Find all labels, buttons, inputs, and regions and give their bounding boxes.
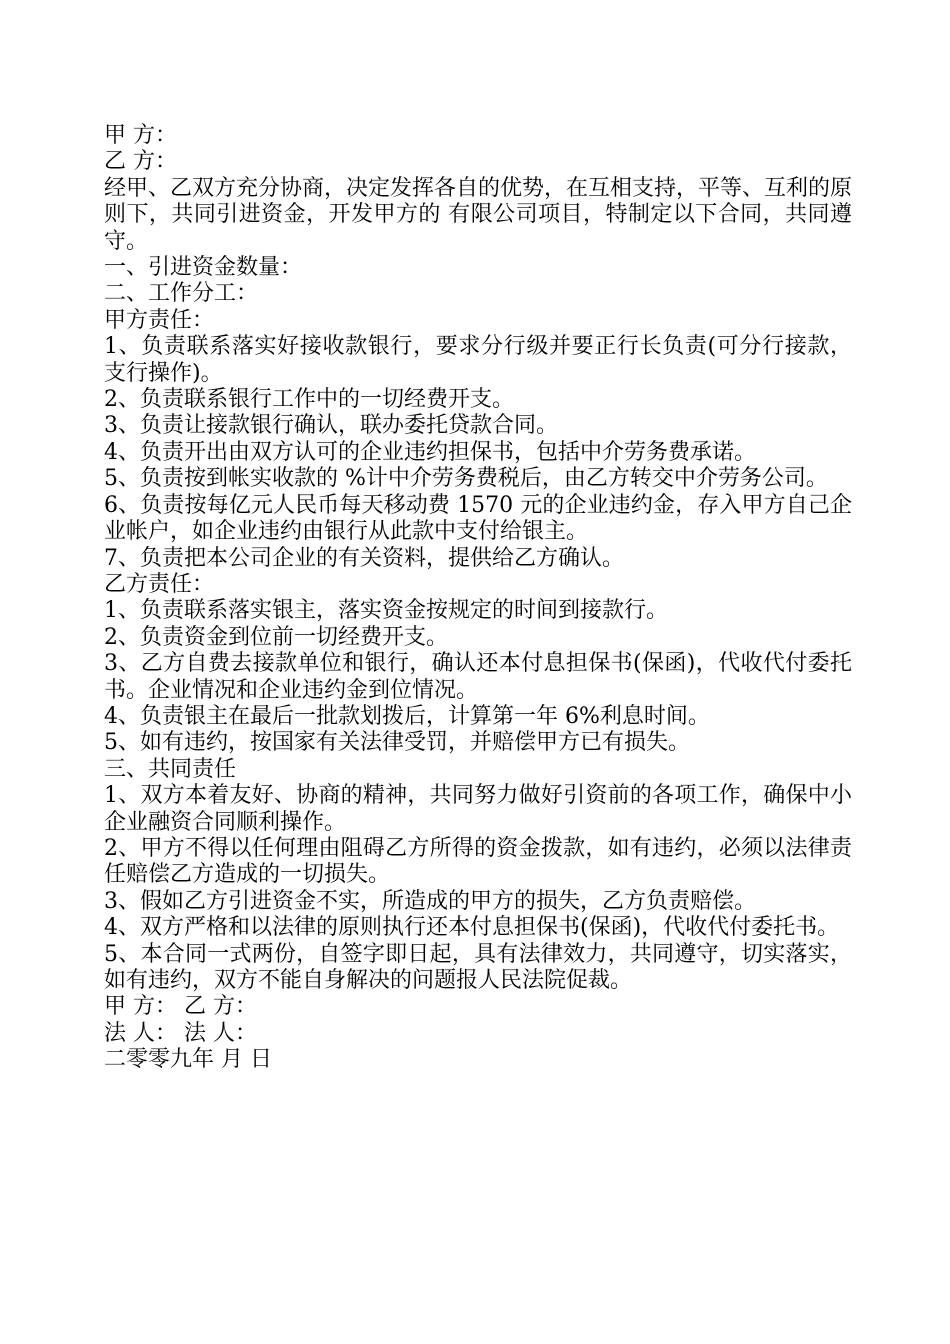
joint-item-3: 3、假如乙方引进资金不实，所造成的甲方的损失，乙方负责赔偿。 — [104, 888, 756, 914]
signature-legal-persons: 法 人： 法 人： — [104, 1020, 257, 1046]
party-a-item-2: 2、负责联系银行工作中的一切经费开支。 — [104, 387, 514, 413]
preamble-paragraph: 经甲、乙双方充分协商，决定发挥各自的优势，在互相支持，平等、互利的原则下，共同引进资金，开发甲方的 有限公司项目，特制定以下合同，共同遵守。 — [104, 175, 853, 254]
party-a-item-6: 6、负责按每亿元人民币每天移动费 1570 元的企业违约金，存入甲方自己企业帐户，如企业违约由银行从此款中支付给银主。 — [104, 492, 852, 545]
party-b-responsibilities-heading: 乙方责任： — [104, 571, 215, 597]
joint-item-4: 4、双方严格和以法律的原则执行还本付息担保书(保函)，代收代付委托书。 — [104, 915, 840, 941]
contract-document — [104, 123, 852, 1074]
joint-item-1: 1、双方本着友好、协商的精神，共同努力做好引资前的各项工作，确保中小企业融资合同顺利操作。 — [104, 783, 852, 835]
party-a-item-3: 3、负责让接款银行确认，联办委托贷款合同。 — [104, 413, 558, 439]
joint-item-5: 5、本合同一式两份，自签字即日起，具有法律效力，共同遵守，切实落实，如有违约，双方不能自身解决的问题报人民法院促裁。 — [104, 941, 852, 993]
party-a-item-4: 4、负责开出由双方认可的企业违约担保书，包括中介劳务费承诺。 — [104, 439, 756, 465]
party-b-item-1: 1、负责联系落实银主，落实资金按规定的时间到接款行。 — [104, 598, 668, 624]
party-b-item-3: 3、乙方自费去接款单位和银行，确认还本付息担保书(保函)，代收代付委托书。企业情况和企业违约金到位情况。 — [104, 651, 852, 703]
party-b-item-5: 5、如有违约，按国家有关法律受罚，并赔偿甲方已有损失。 — [104, 730, 690, 756]
party-a-item-7: 7、负责把本公司企业的有关资料，提供给乙方确认。 — [104, 545, 624, 571]
joint-item-2: 2、甲方不得以任何理由阻碍乙方所得的资金拨款，如有违约，必须以法律责任赔偿乙方造成的一切损失。 — [104, 835, 852, 888]
party-a-item-5: 5、负责按到帐实收款的 %计中介劳务费税后，由乙方转交中介劳务公司。 — [104, 466, 828, 492]
signature-parties: 甲 方： 乙 方： — [104, 994, 257, 1020]
party-a-responsibilities-heading: 甲方责任： — [104, 307, 215, 333]
party-b-item-4: 4、负责银主在最后一批款划拨后，计算第一年 6%利息时间。 — [104, 703, 710, 729]
section-heading-funding-amount: 一、引进资金数量： — [104, 255, 303, 281]
party-b-label: 乙 方： — [104, 149, 177, 175]
section-heading-joint-responsibilities: 三、共同责任 — [104, 756, 237, 782]
party-b-item-2: 2、负责资金到位前一切经费开支。 — [104, 624, 448, 650]
party-a-label: 甲 方： — [104, 123, 177, 148]
party-a-item-1: 1、负责联系落实好接收款银行，要求分行级并要正行长负责(可分行接款，支行操作)。 — [104, 334, 852, 386]
section-heading-division-of-work: 二、工作分工： — [104, 281, 259, 307]
signature-date: 二零零九年 月 日 — [104, 1047, 272, 1073]
